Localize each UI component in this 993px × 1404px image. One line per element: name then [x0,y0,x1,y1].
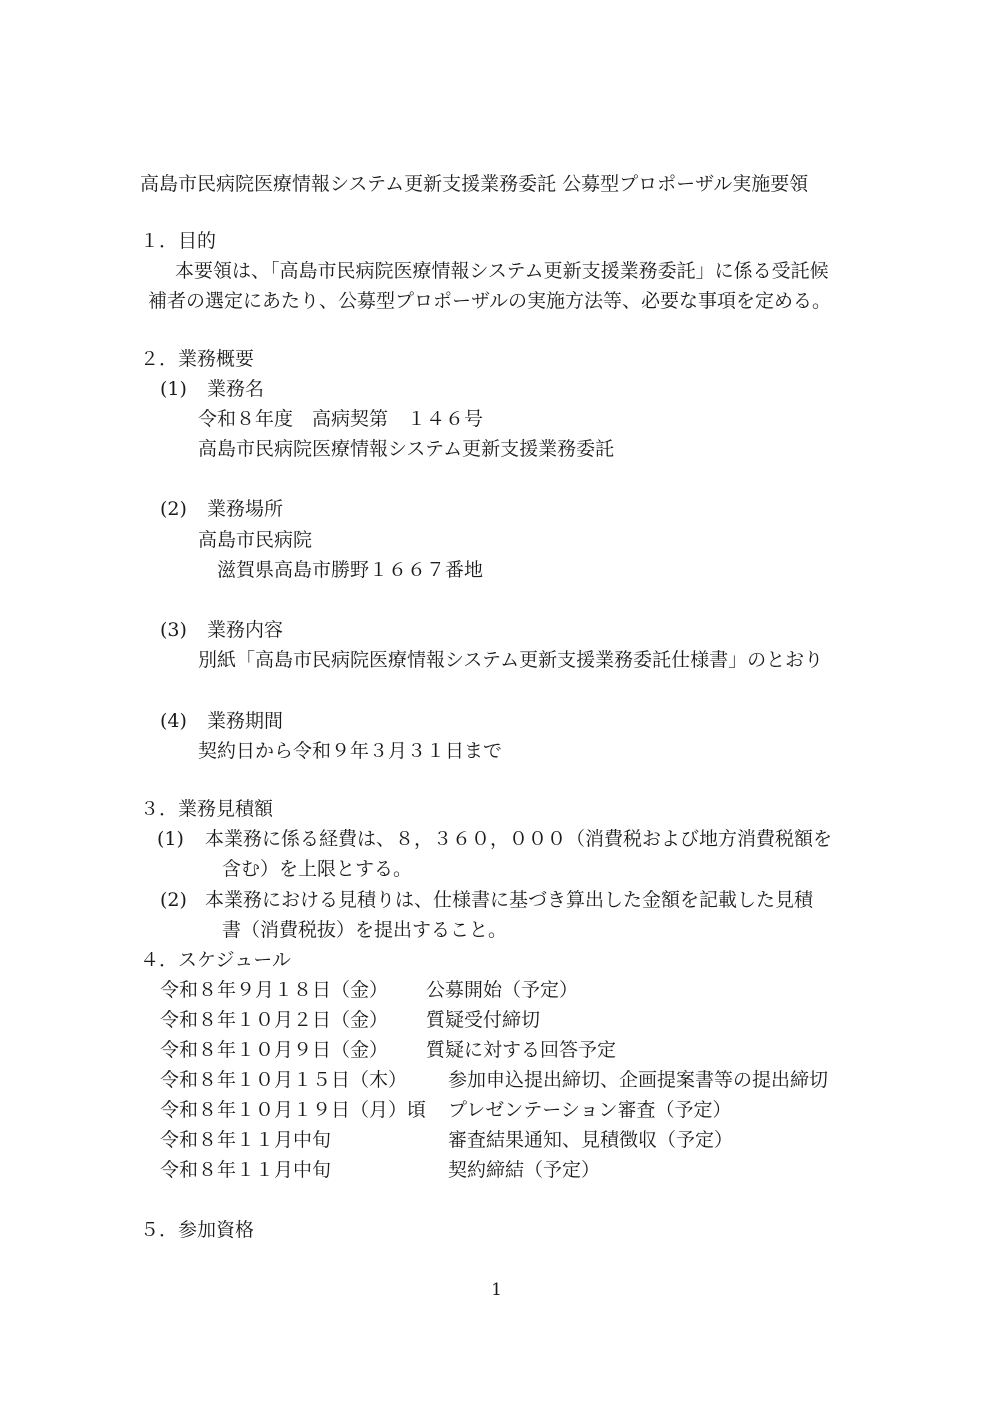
schedule-event: 参加申込提出締切、企画提案書等の提出締切 [448,1069,829,1091]
business-content: 別紙「高島市民病院医療情報システム更新支援業務委託仕様書」のとおり [198,649,824,671]
schedule-date: 令和８年１０月１５日（木） [160,1069,408,1091]
business-period: 契約日から令和９年３月３１日まで [198,740,503,762]
purpose-paragraph-line-1: 本要領は、「高島市民病院医療情報システム更新支援業務委託」に係る受託候 [175,260,829,282]
schedule-event: プレゼンテーション審査（予定） [448,1099,732,1121]
item-title-business-content: 業務内容 [207,619,284,641]
item-label: (2) [160,498,187,520]
section-heading-estimate: ３．業務見積額 [140,798,274,820]
item-label: (1) [160,378,187,400]
schedule-event: 契約締結（予定） [448,1159,601,1181]
item-label: (4) [160,710,187,732]
item-label: (3) [160,619,187,641]
section-heading-overview: ２．業務概要 [140,348,255,370]
item-label: (2) [160,889,187,911]
schedule-date: 令和８年１０月９日（金） [160,1039,389,1061]
page-number: 1 [491,1280,502,1300]
location-address: 滋賀県高島市勝野１６６７番地 [217,559,484,581]
schedule-date: 令和８年９月１８日（金） [160,979,389,1001]
estimate-item-2-line-1: 本業務における見積りは、仕様書に基づき算出した金額を記載した見積 [205,889,814,911]
estimate-item-2-line-2: 書（消費税抜）を提出すること。 [222,919,508,941]
location-name: 高島市民病院 [198,529,313,551]
item-title-business-location: 業務場所 [207,498,284,520]
estimate-item-1-line-2: 含む）を上限とする。 [222,858,413,880]
schedule-date: 令和８年１１月中旬 [160,1159,332,1181]
schedule-event: 質疑に対する回答予定 [426,1039,617,1061]
schedule-date: 令和８年１０月２日（金） [160,1009,389,1031]
schedule-date: 令和８年１０月１９日（月）頃 [160,1099,427,1121]
item-title-business-period: 業務期間 [207,710,284,732]
item-title-business-name: 業務名 [207,378,265,400]
section-heading-purpose: １．目的 [140,230,217,252]
section-heading-schedule: ４．スケジュール [140,949,291,971]
schedule-event: 質疑受付締切 [426,1009,541,1031]
schedule-date: 令和８年１１月中旬 [160,1129,332,1151]
purpose-paragraph-line-2: 補者の選定にあたり、公募型プロポーザルの実施方法等、必要な事項を定める。 [148,290,832,312]
estimate-item-1-line-1: 本業務に係る経費は、８，３６０，０００（消費税および地方消費税額を [205,828,833,850]
business-name: 高島市民病院医療情報システム更新支援業務委託 [198,438,615,460]
document-title: 高島市民病院医療情報システム更新支援業務委託 公募型プロポーザル実施要領 [140,173,809,195]
item-label: (1) [157,828,184,850]
schedule-event: 審査結果通知、見積徴収（予定） [448,1129,734,1151]
section-heading-eligibility: ５．参加資格 [140,1219,255,1241]
contract-number: 令和８年度 高病契第 １４６号 [198,408,484,430]
schedule-event: 公募開始（予定） [426,979,579,1001]
